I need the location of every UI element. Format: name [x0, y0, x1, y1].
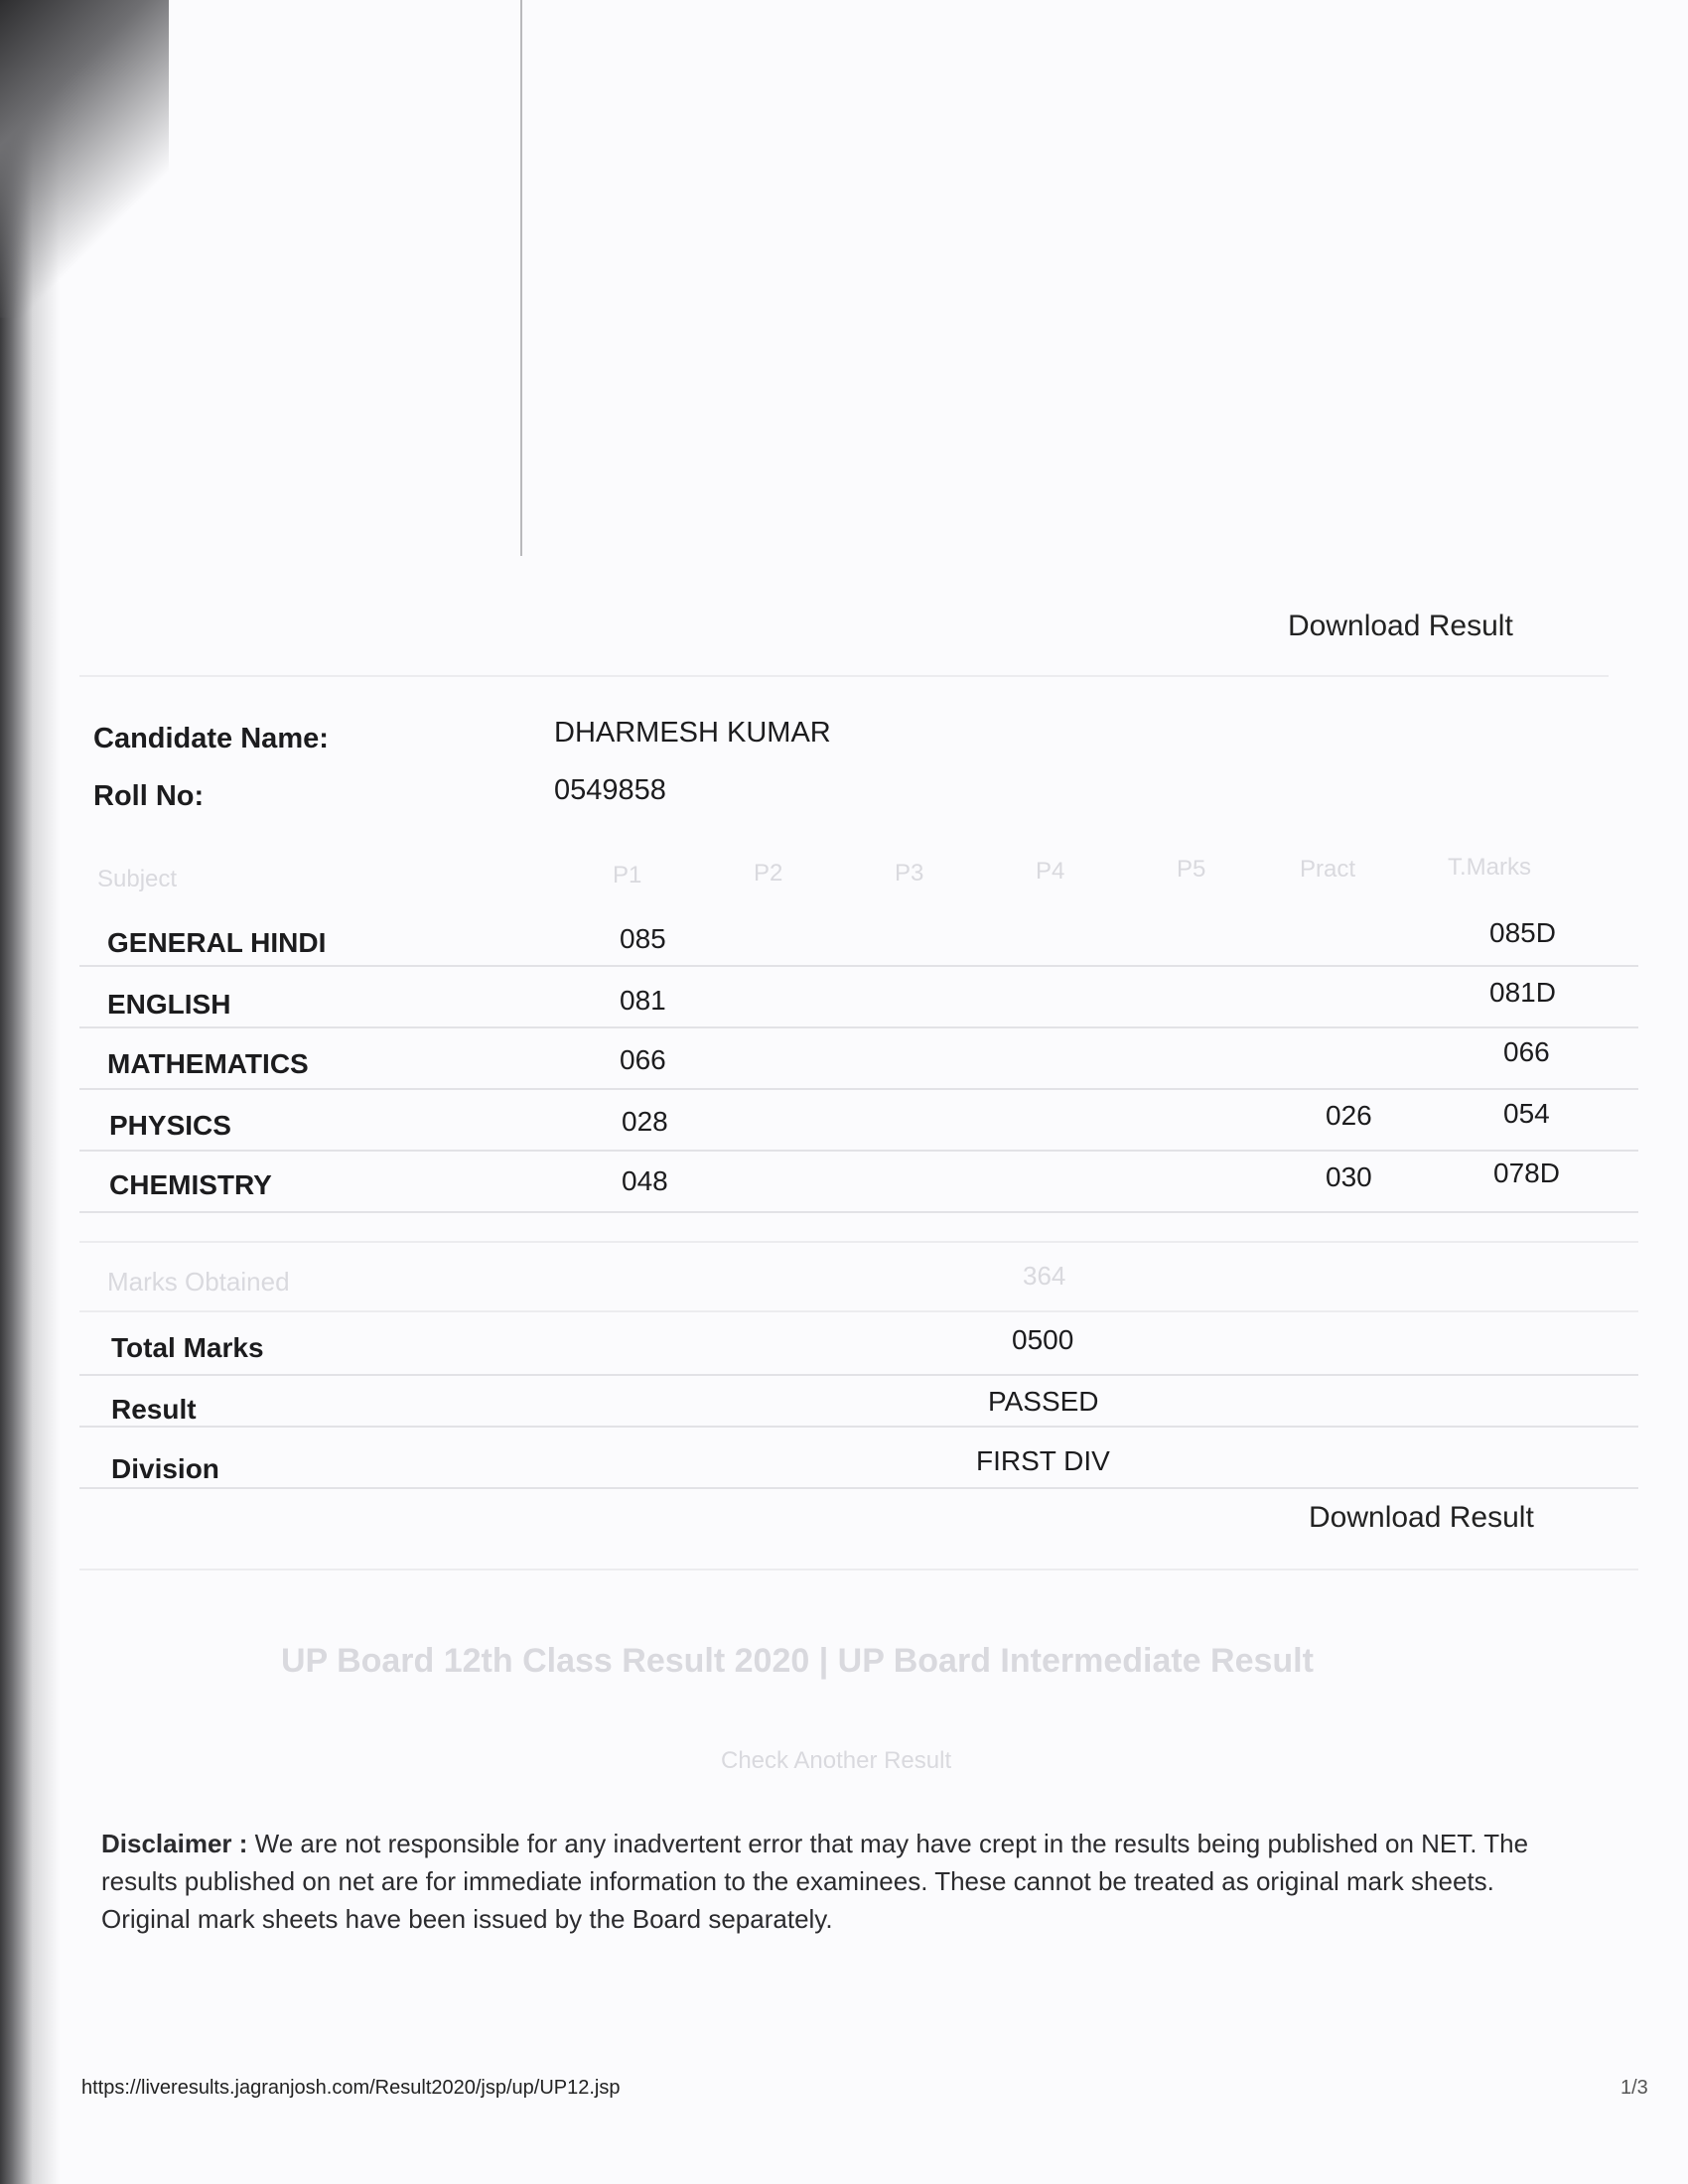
roll-no-value: 0549858	[554, 774, 666, 806]
header-tmarks: T.Marks	[1448, 854, 1531, 881]
row-divider	[79, 1088, 1638, 1090]
subject-row-4-total: 054	[1503, 1098, 1550, 1129]
row-divider	[79, 1150, 1638, 1152]
subject-row-5-total: 078D	[1493, 1158, 1560, 1188]
subject-row-5-pract: 030	[1326, 1161, 1372, 1192]
disclaimer-text-1: We are not responsible for any inadvertent error that may have crept in the results being published on NET. The	[254, 1829, 1529, 1858]
header-p5: P5	[1177, 856, 1206, 883]
candidate-name-value: DHARMESH KUMAR	[554, 717, 831, 749]
subject-row-2-total: 081D	[1489, 977, 1556, 1008]
download-result-link-top[interactable]: Download Result	[1288, 610, 1513, 642]
subject-row-4-pract: 026	[1326, 1100, 1372, 1131]
scan-shadow	[0, 0, 60, 2184]
candidate-name-label: Candidate Name:	[93, 723, 329, 754]
result-label: Result	[111, 1394, 197, 1425]
header-divider	[79, 675, 1609, 677]
subject-row-5-name: CHEMISTRY	[109, 1169, 272, 1200]
header-p3: P3	[895, 860, 924, 887]
row-divider	[79, 1310, 1638, 1312]
subject-row-5-p1: 048	[622, 1165, 668, 1196]
subject-row-1-name: GENERAL HINDI	[107, 927, 327, 958]
section-divider	[79, 1569, 1638, 1570]
disclaimer-line-1	[101, 1825, 1528, 1862]
download-result-link-bottom[interactable]: Download Result	[1309, 1501, 1534, 1534]
scan-vertical-line	[520, 0, 522, 556]
row-divider	[79, 1426, 1638, 1428]
footer-heading: UP Board 12th Class Result 2020 | UP Board Intermediate Result	[281, 1642, 1314, 1680]
division-label: Division	[111, 1453, 219, 1484]
check-another-result-link[interactable]: Check Another Result	[721, 1747, 952, 1774]
header-p1: P1	[613, 862, 642, 888]
subject-row-3-total: 066	[1503, 1036, 1550, 1067]
disclaimer-label: Disclaimer :	[101, 1829, 248, 1858]
header-p4: P4	[1036, 858, 1065, 885]
row-divider	[79, 1487, 1638, 1489]
result-value: PASSED	[988, 1386, 1099, 1417]
scan-corner	[0, 0, 169, 318]
roll-no-label: Roll No:	[93, 780, 205, 812]
marks-obtained-value: 364	[1023, 1261, 1066, 1291]
total-marks-label: Total Marks	[111, 1332, 264, 1363]
header-pract: Pract	[1300, 856, 1356, 883]
table-bottom-divider	[79, 1241, 1638, 1243]
row-divider	[79, 1026, 1638, 1028]
disclaimer-line-2: results published on net are for immediate information to the examinees. These cannot be treated as original mark sheets.	[101, 1866, 1494, 1896]
row-divider	[79, 1211, 1638, 1213]
subject-row-3-name: MATHEMATICS	[107, 1048, 309, 1079]
row-divider	[79, 1374, 1638, 1376]
subject-row-4-name: PHYSICS	[109, 1110, 231, 1141]
page-number: 1/3	[1620, 2077, 1648, 2099]
subject-row-1-p1: 085	[620, 923, 666, 954]
header-p2: P2	[754, 860, 783, 887]
disclaimer-line-3: Original mark sheets have been issued by the Board separately.	[101, 1904, 833, 1934]
subject-row-1-total: 085D	[1489, 917, 1556, 948]
marks-obtained-label: Marks Obtained	[107, 1267, 290, 1297]
subject-row-2-name: ENGLISH	[107, 989, 231, 1020]
total-marks-value: 0500	[1012, 1324, 1074, 1355]
division-value: FIRST DIV	[976, 1445, 1110, 1476]
subject-row-2-p1: 081	[620, 985, 666, 1016]
page-url: https://liveresults.jagranjosh.com/Result2020/jsp/up/UP12.jsp	[81, 2077, 621, 2099]
subject-row-3-p1: 066	[620, 1044, 666, 1075]
row-divider	[79, 965, 1638, 967]
subject-row-4-p1: 028	[622, 1106, 668, 1137]
header-subject: Subject	[97, 866, 178, 892]
